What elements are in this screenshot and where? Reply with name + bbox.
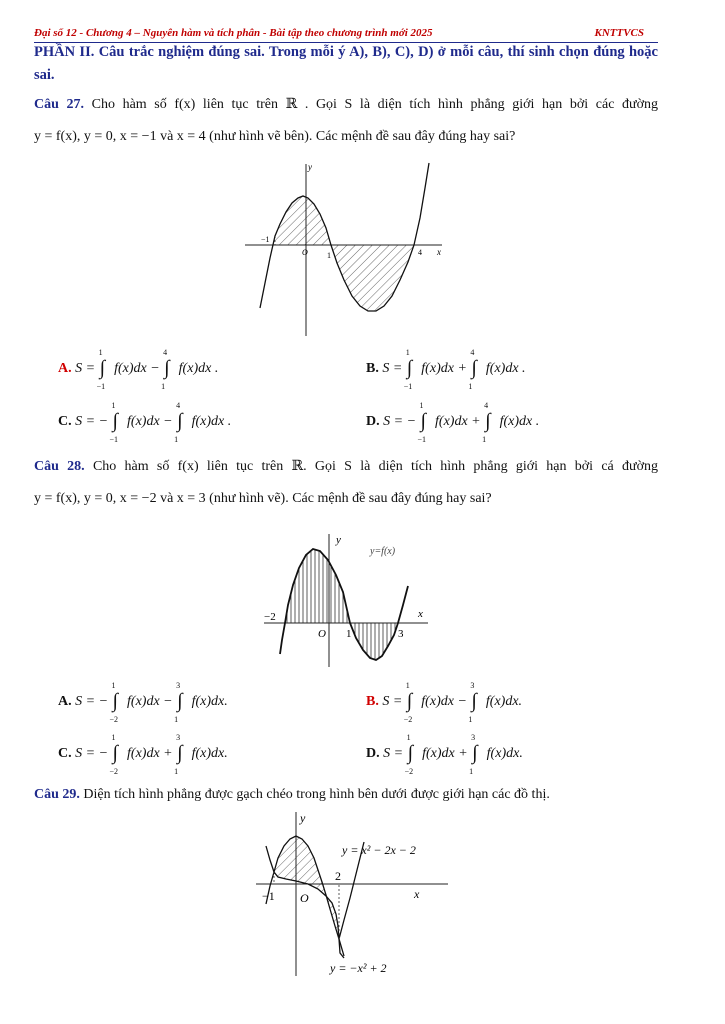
integral-sign: ∫ 1 −2 [404,733,414,776]
q29-number: Câu 29. [34,787,80,802]
q29-shaded-region [274,836,339,939]
question-29 [34,786,658,804]
q28-text-1: Cho hàm số f(x) liên tục trên ℝ. Gọi S là diện tích hình phẳng giới hạn bởi cá đường [92,459,658,474]
q27-line1 [34,96,658,114]
q27-tick-4: 4 [418,248,422,257]
q27-tick-minus1: −1 [261,235,270,244]
integral-sign: ∫ 1 −1 [417,401,427,444]
q27-option-a-label: A. [58,361,72,377]
q28-option-b-label: B. [366,694,379,710]
q27-option-d-label: D. [366,414,380,430]
q29-curve2-label: y = −x² + 2 [330,961,387,975]
integral-sign: ∫ 1 −2 [403,681,413,724]
question-28 [34,458,658,508]
integral-sign: ∫ 1 −2 [109,681,119,724]
q27-tick-1: 1 [327,251,331,260]
integral-sign: ∫ 1 −1 [96,348,106,391]
integral-sign: ∫ 3 1 [174,733,183,776]
integral-sign: ∫ 1 −2 [109,733,119,776]
q28-option-a[interactable]: A. S = − ∫ 1 −2 f(x)dx − ∫ 3 1 f(x)dx. [58,681,228,724]
q28-option-d-label: D. [366,746,380,762]
q27-option-b[interactable]: B. S = ∫ 1 −1 f(x)dx + ∫ 4 1 f(x)dx . [366,348,526,391]
q28-origin: O [318,628,326,640]
integral-sign: ∫ 4 1 [161,348,170,391]
q27-x-label: x [437,247,441,257]
q28-option-c[interactable]: C. S = − ∫ 1 −2 f(x)dx + ∫ 3 1 f(x)dx. [58,733,228,776]
part-title [34,41,658,87]
q28-option-d[interactable]: D. S = ∫ 1 −2 f(x)dx + ∫ 3 1 f(x)dx. [366,733,523,776]
integral-sign: ∫ 4 1 [468,348,477,391]
q29-figure [252,808,452,980]
q29-y-label: y [300,811,306,825]
integral-sign: ∫ 4 1 [174,401,183,444]
q27-figure [230,158,450,340]
part-title-line2: sai. [34,67,55,83]
q27-text-2: y = f(x), y = 0, x = −1 và x = 4 (như hình vẽ bên). Các mệnh đề sau đây đúng hay sai? [34,129,516,144]
q27-option-b-label: B. [366,361,379,377]
integral-sign: ∫ 3 1 [468,681,477,724]
q28-tick-3: 3 [398,628,404,640]
q28-x-label: x [418,608,423,620]
q28-text-2: y = f(x), y = 0, x = −2 và x = 3 (như hình vẽ). Các mệnh đề sau đây đúng hay sai? [34,491,492,506]
q29-curve1-label: y = x² − 2x − 2 [342,843,416,857]
q28-option-a-label: A. [58,694,72,710]
q29-x-label: x [414,887,420,901]
header-title: Đại số 12 - Chương 4 – Nguyên hàm và tích phân - Bài tập theo chương trình mới 2025 [34,27,433,39]
q28-tick-minus2: −2 [264,611,276,623]
part-title-line1: PHẦN II. Câu trắc nghiệm đúng sai. Trong mỗi ý A), B), C), D) ở mỗi câu, thí sinh chọn đúng hoặc [34,44,658,60]
q27-option-d[interactable]: D. S = − ∫ 1 −1 f(x)dx + ∫ 4 1 f(x)dx . [366,401,540,444]
q28-number: Câu 28. [34,459,85,474]
integral-sign: ∫ 3 1 [174,681,183,724]
q28-option-c-label: C. [58,746,72,762]
q27-number: Câu 27. [34,97,85,112]
q29-tick-minus1: −1 [262,889,275,903]
integral-sign: ∫ 1 −1 [403,348,413,391]
q29-tick-2: 2 [335,869,341,883]
q29-text: Diện tích hình phẳng được gạch chéo trong hình bên dưới được giới hạn các đồ thị. [83,787,550,802]
header-tag: KNTTVCS [594,27,644,39]
q29-origin: O [300,891,309,905]
question-27 [34,96,658,146]
q27-y-label: y [308,162,312,172]
q27-option-c[interactable]: C. S = − ∫ 1 −1 f(x)dx − ∫ 4 1 f(x)dx . [58,401,232,444]
q28-y-label: y [336,534,341,546]
q28-line1 [34,458,658,476]
q27-option-a[interactable]: A. S = ∫ 1 −1 f(x)dx − ∫ 4 1 f(x)dx . [58,348,219,391]
q27-text-1: Cho hàm số f(x) liên tục trên ℝ . Gọi S là diện tích hình phẳng giới hạn bởi các đường [91,97,658,112]
q28-tick-1: 1 [346,628,352,640]
q28-figure [258,530,433,670]
integral-sign: ∫ 4 1 [482,401,491,444]
q28-fx-label: y=f(x) [370,546,396,557]
q27-option-c-label: C. [58,414,72,430]
integral-sign: ∫ 1 −1 [109,401,119,444]
q28-option-b[interactable]: B. S = ∫ 1 −2 f(x)dx − ∫ 3 1 f(x)dx. [366,681,523,724]
q27-origin: O [302,248,308,257]
integral-sign: ∫ 3 1 [469,733,478,776]
